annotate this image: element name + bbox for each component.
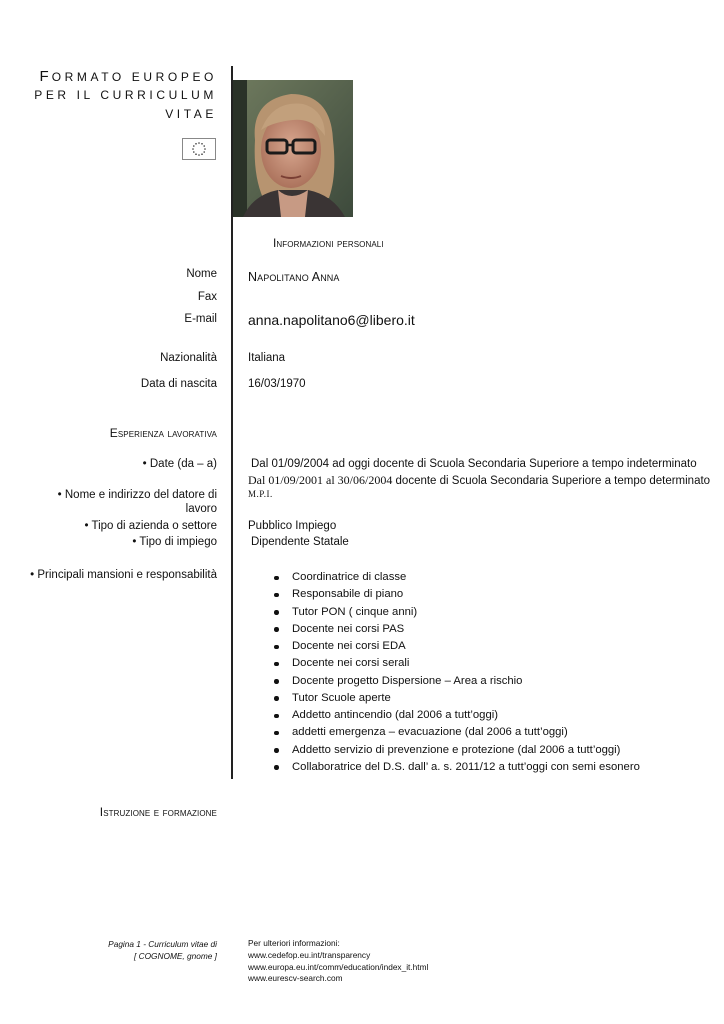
bullet-icon	[274, 679, 279, 684]
employer-value: M.P.I.	[248, 489, 273, 499]
footer-link-eurescv[interactable]: www.eurescv-search.com	[248, 973, 343, 983]
eu-flag-icon	[182, 138, 216, 160]
footer-link-cedefop[interactable]: www.cedefop.eu.int/transparency	[248, 950, 371, 960]
email-label: E-mail	[184, 313, 217, 325]
list-item: Addetto antincendio (dal 2006 a tutt’oggi)	[274, 707, 640, 724]
email-value[interactable]: anna.napolitano6@libero.it	[248, 312, 415, 328]
date-line-2: Dal 01/09/2001 al 30/06/2004 docente di Scuola Secondaria Superiore a tempo determinato	[248, 473, 711, 487]
list-item: addetti emergenza – evacuazione (dal 2006 a tutt’oggi)	[274, 724, 640, 741]
footer-info-heading: Per ulteriori informazioni:	[248, 938, 340, 948]
list-item: Coordinatrice di classe	[274, 569, 640, 586]
name-label: Nome	[186, 268, 217, 280]
list-item: Responsabile di piano	[274, 586, 640, 603]
company-type-label: • Tipo di azienda o settore	[84, 520, 217, 532]
list-item: Addetto servizio di prevenzione e protezione (dal 2006 a tutt’oggi)	[274, 742, 640, 759]
bullet-icon	[274, 731, 279, 736]
bullet-icon	[274, 610, 279, 615]
education-section-title: Istruzione e formazione	[99, 805, 217, 819]
duties-list	[274, 569, 640, 776]
list-item: Docente nei corsi EDA	[274, 638, 640, 655]
bullet-icon	[274, 576, 279, 581]
employer-label-1: • Nome e indirizzo del datore di	[57, 489, 217, 501]
fax-label: Fax	[197, 291, 217, 303]
list-item: Tutor Scuole aperte	[274, 690, 640, 707]
cv-format-title-line1: FORMATO EUROPEO	[39, 68, 217, 85]
profile-photo	[233, 80, 353, 217]
birthdate-value: 16/03/1970	[248, 378, 306, 390]
bullet-icon	[274, 627, 279, 632]
experience-section-title: Esperienza lavorativa	[109, 426, 217, 440]
bullet-icon	[274, 748, 279, 753]
personal-info-section-title: Informazioni personali	[273, 236, 384, 250]
nationality-value: Italiana	[248, 352, 286, 364]
footer-name-placeholder: [ COGNOME, gnome ]	[134, 951, 217, 961]
bullet-icon	[274, 696, 279, 701]
bullet-icon	[274, 662, 279, 667]
cv-format-title-line2: PER IL CURRICULUM	[34, 88, 217, 102]
bullet-icon	[274, 714, 279, 719]
employer-label-2: lavoro	[185, 503, 217, 515]
list-item: Tutor PON ( cinque anni)	[274, 604, 640, 621]
list-item: Docente nei corsi serali	[274, 655, 640, 672]
name-value: Napolitano Anna	[248, 270, 340, 284]
list-item: Collaboratrice del D.S. dall’ a. s. 2011/12 a tutt’oggi con semi esonero	[274, 759, 640, 776]
birthdate-label: Data di nascita	[140, 378, 217, 390]
company-type-value: Pubblico Impiego	[248, 520, 337, 532]
duties-label: • Principali mansioni e responsabilità	[30, 569, 217, 581]
nationality-label: Nazionalità	[160, 352, 217, 364]
job-type-value: Dipendente Statale	[251, 536, 349, 548]
list-item: Docente progetto Dispersione – Area a rischio	[274, 673, 640, 690]
cv-format-title-line3: VITAE	[165, 107, 217, 121]
footer-link-europa[interactable]: www.europa.eu.int/comm/education/index_it.html	[248, 962, 429, 972]
bullet-icon	[274, 593, 279, 598]
date-label: • Date (da – a)	[142, 458, 217, 470]
job-type-label: • Tipo di impiego	[132, 536, 217, 548]
bullet-icon	[274, 645, 279, 650]
list-item: Docente nei corsi PAS	[274, 621, 640, 638]
bullet-icon	[274, 765, 279, 770]
date-line-1: Dal 01/09/2004 ad oggi docente di Scuola Secondaria Superiore a tempo indeterminato	[251, 458, 697, 470]
footer-page-label: Pagina 1 - Curriculum vitae di	[108, 939, 217, 949]
